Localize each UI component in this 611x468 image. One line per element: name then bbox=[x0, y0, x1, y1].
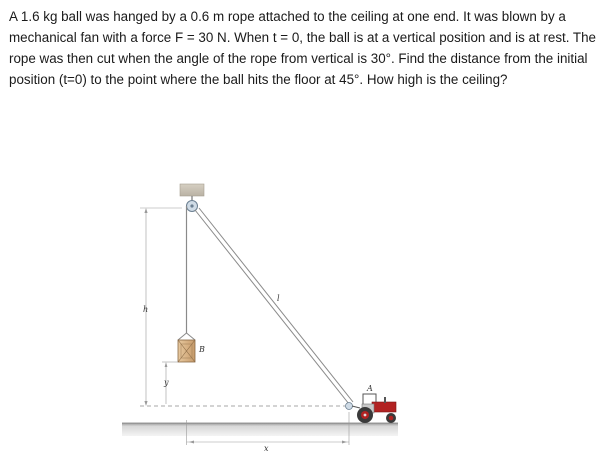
label-h: h bbox=[143, 305, 149, 314]
label-x: x bbox=[264, 444, 269, 453]
diagonal-rope bbox=[195, 208, 353, 404]
label-l: l bbox=[277, 294, 280, 303]
label-y: y bbox=[164, 378, 169, 387]
floor bbox=[122, 423, 398, 436]
tractor-icon bbox=[346, 394, 397, 423]
ceiling-block bbox=[180, 184, 204, 196]
pulley-icon bbox=[187, 196, 198, 212]
problem-statement: A 1.6 kg ball was hanged by a 0.6 m rope attached to the ceiling at one end. It was blown by a mechanical fan with a force F = 30 N. When t = 0, the ball is at a vertical position and is at rest. The rope was then cut when the angle of the rope from vertical is 30°. Find the distance from the initial position (t=0) to the point where the ball hits the floor at 45°. How high is the ceiling? bbox=[9, 9, 597, 87]
crate-icon bbox=[178, 333, 195, 362]
label-A: A bbox=[367, 384, 373, 393]
label-B: B bbox=[199, 345, 205, 354]
